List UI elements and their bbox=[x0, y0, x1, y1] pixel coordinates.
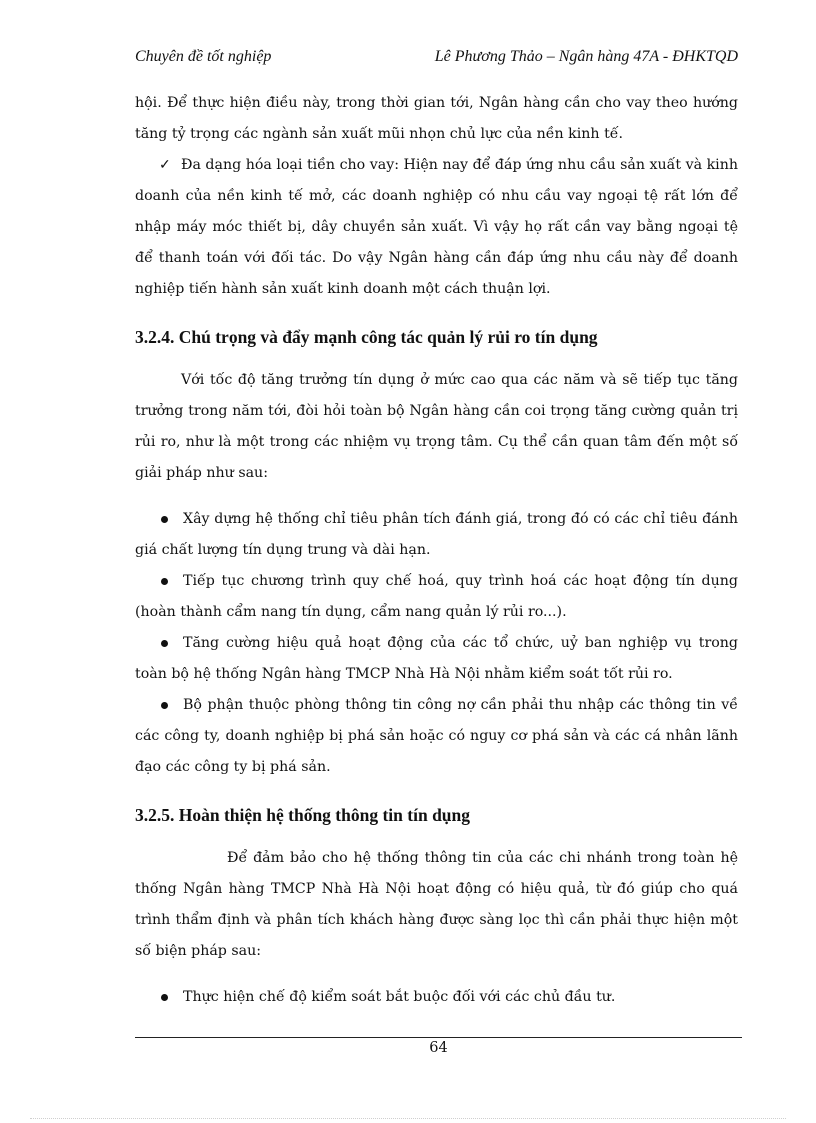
bullet-item bbox=[135, 566, 738, 628]
bullet-icon bbox=[161, 504, 183, 535]
intro-paragraph: hội. Để thực hiện điều này, trong thời gian tới, Ngân hàng cần cho vay theo hướng tăng tỷ trọng các ngành sản xuất mũi nhọn chủ lực của nền kinh tế. bbox=[135, 95, 738, 142]
bullet-item-text: Tiếp tục chương trình quy chế hoá, quy trình hoá các hoạt động tín dụng (hoàn thành cẩm nang tín dụng, cẩm nang quản lý rủi ro...). bbox=[135, 573, 738, 620]
page-boundary-dots bbox=[30, 1118, 786, 1119]
bullet-item bbox=[135, 504, 738, 566]
spacer bbox=[135, 489, 738, 504]
header-right-author: Lê Phương Thảo – Ngân hàng 47A - ĐHKTQD bbox=[434, 48, 738, 65]
checkmark-paragraph bbox=[135, 150, 738, 305]
page-header bbox=[135, 48, 738, 70]
footer-divider bbox=[135, 1037, 742, 1038]
bullet-icon bbox=[161, 690, 183, 721]
bullet-item bbox=[135, 628, 738, 690]
section-3-2-4-paragraph: Với tốc độ tăng trưởng tín dụng ở mức cao qua các năm và sẽ tiếp tục tăng trưởng trong năm tới, đòi hỏi toàn bộ Ngân hàng cần coi trọng tăng cường quản trị rủi ro, như là một trong các nhiệm vụ trọng tâm. Cụ thể cần quan tâm đến một số giải pháp như sau: bbox=[135, 372, 738, 481]
bullet-icon bbox=[161, 982, 183, 1013]
bullet-item-text: Bộ phận thuộc phòng thông tin công nợ cần phải thu nhập các thông tin về các công ty, doanh nghiệp bị phá sản hoặc có nguy cơ phá sản và các cá nhân lãnh đạo các công ty bị phá sản. bbox=[135, 697, 738, 775]
page-content bbox=[135, 88, 738, 1013]
section-heading-3-2-4: 3.2.4. Chú trọng và đẩy mạnh công tác quản lý rủi ro tín dụng bbox=[135, 327, 598, 347]
bullet-item bbox=[135, 690, 738, 783]
bullet-item-text: Tăng cường hiệu quả hoạt động của các tổ chức, uỷ ban nghiệp vụ trong toàn bộ hệ thống Ngân hàng TMCP Nhà Hà Nội nhằm kiểm soát tốt rủi ro. bbox=[135, 635, 738, 682]
bullet-item bbox=[135, 982, 738, 1013]
bullet-icon bbox=[161, 628, 183, 659]
section-heading-3-2-5: 3.2.5. Hoàn thiện hệ thống thông tin tín dụng bbox=[135, 805, 471, 825]
bullet-item-text: Thực hiện chế độ kiểm soát bắt buộc đối với các chủ đầu tư. bbox=[183, 989, 616, 1005]
bullet-item-text: Xây dựng hệ thống chỉ tiêu phân tích đánh giá, trong đó có các chỉ tiêu đánh giá chất lượng tín dụng trung và dài hạn. bbox=[135, 511, 738, 558]
page-number: 64 bbox=[429, 1040, 448, 1056]
section-3-2-5-paragraph: Để đảm bảo cho hệ thống thông tin của các chi nhánh trong toàn hệ thống Ngân hàng TMCP Nhà Hà Nội hoạt động có hiệu quả, từ đó giúp cho quá trình thẩm định và phân tích khách hàng được sàng lọc thì cần phải thực hiện một số biện pháp sau: bbox=[135, 850, 738, 959]
spacer bbox=[135, 967, 738, 982]
bullet-icon bbox=[161, 566, 183, 597]
header-left-title: Chuyên đề tốt nghiệp bbox=[135, 48, 272, 65]
checkmark-icon: ✓ bbox=[159, 157, 171, 173]
checkmark-paragraph-text: Đa dạng hóa loại tiền cho vay: Hiện nay để đáp ứng nhu cầu sản xuất và kinh doanh của nền kinh tế mở, các doanh nghiệp có nhu cầu vay ngoại tệ rất lớn để nhập máy móc thiết bị, dây chuyền sản xuất. Vì vậy họ rất cần vay bằng ngoại tệ để thanh toán với đối tác. Do vậy Ngân hàng cần đáp ứng nhu cầu này để doanh nghiệp tiến hành sản xuất kinh doanh một cách thuận lợi. bbox=[135, 157, 738, 297]
